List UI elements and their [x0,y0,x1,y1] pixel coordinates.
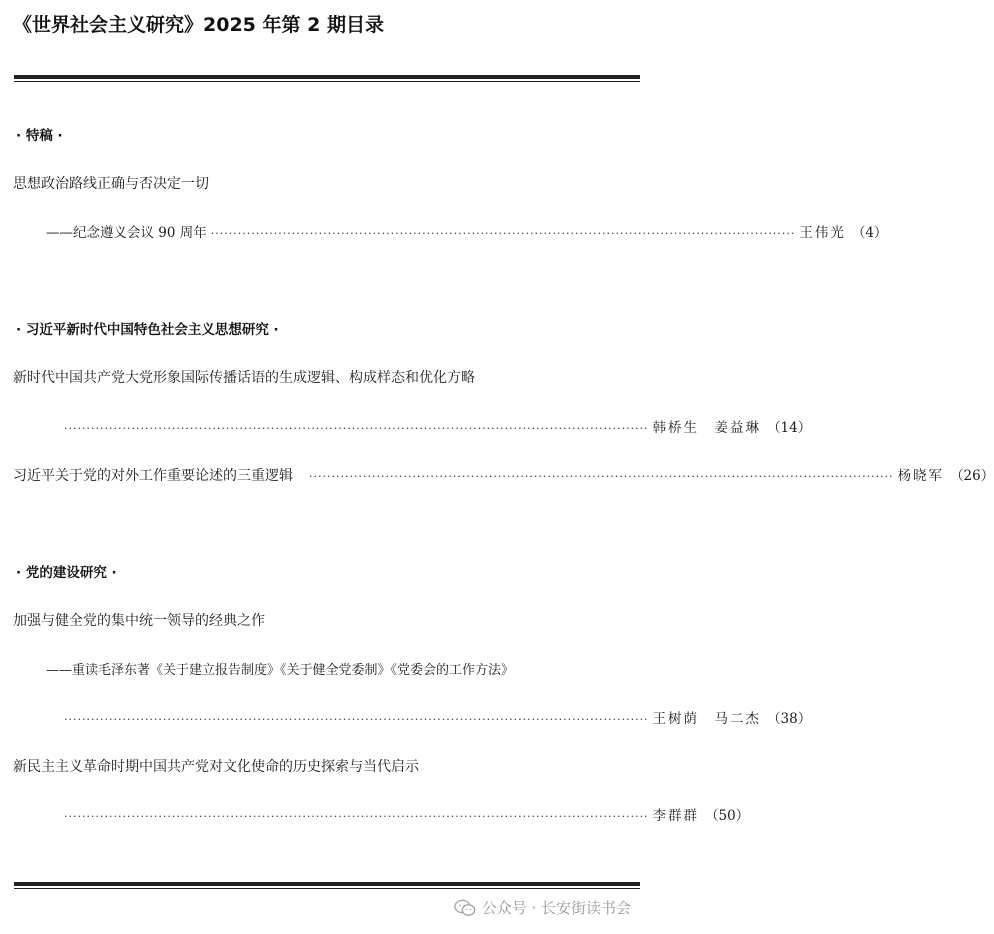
article-title[interactable]: 思想政治路线正确与否决定一切 [13,176,209,192]
article-authors: 王树荫 马二杰 [652,711,762,727]
section-heading-special: · 特稿 · [16,128,63,144]
article-page: （4） [851,225,888,241]
watermark-text: 公众号 · 长安街读书会 [481,899,631,917]
article-subtitle: ——重读毛泽东著《关于建立报告制度》《关于健全党委制》《党委会的工作方法》 [46,663,515,678]
dot-leader: ·································································································································· [64,810,649,823]
article-title[interactable]: 新时代中国共产党大党形象国际传播话语的生成逻辑、构成样态和优化方略 [13,370,475,386]
article-page: （50） [705,808,750,824]
toc-entry-line[interactable] [60,416,812,436]
section-heading-party-building: · 党的建设研究 · [16,565,117,581]
article-title[interactable]: 新民主主义革命时期中国共产党对文化使命的历史探索与当代启示 [13,759,419,775]
dot-leader: ·································································································································· [64,713,649,726]
dot-leader: ·································································································································· [64,422,649,435]
toc-entry-line[interactable] [13,464,994,485]
page-title: 《世界社会主义研究》2025 年第 2 期目录 [13,14,384,36]
article-title[interactable]: 加强与健全党的集中统一领导的经典之作 [13,613,265,629]
article-subtitle: ——纪念遵义会议 90 周年 [46,225,207,241]
article-authors: 韩桥生 姜益琳 [652,420,762,436]
article-page: （14） [767,420,812,436]
article-title: 习近平关于党的对外工作重要论述的三重逻辑 [13,468,293,484]
article-page: （38） [767,711,812,727]
section-heading-xi-thought: · 习近平新时代中国特色社会主义思想研究 · [16,322,279,338]
toc-entry-line[interactable] [60,804,750,824]
article-page: （26） [950,468,994,484]
dot-leader: ·································································································································· [210,227,796,240]
bottom-divider [14,882,640,889]
top-divider [14,75,640,82]
article-authors: 杨晓军 [897,468,945,484]
article-authors: 李群群 [652,808,700,824]
toc-entry-line[interactable] [46,221,888,241]
toc-entry-line[interactable] [60,707,812,727]
wechat-icon [454,899,476,917]
dot-leader: ·································································································································· [309,470,894,483]
article-authors: 王伟光 [799,225,846,241]
watermark [454,897,631,918]
